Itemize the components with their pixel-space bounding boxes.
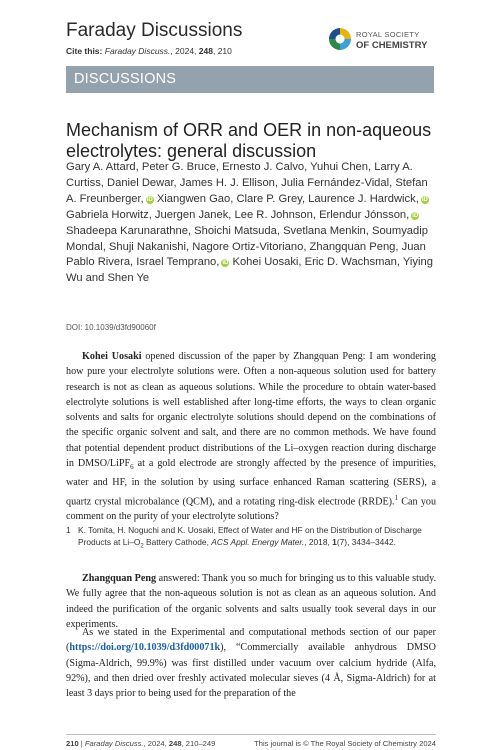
rsc-logo xyxy=(328,27,436,57)
cite-journal: Faraday Discuss. xyxy=(104,46,171,56)
reference-number: 1 xyxy=(66,525,71,535)
article-title: Mechanism of ORR and OER in non-aqueous electrolytes: general discussion xyxy=(66,120,432,162)
doi: DOI: 10.1039/d3fd90060f xyxy=(66,323,156,332)
orcid-icon[interactable]: iD xyxy=(222,260,229,267)
footer-divider xyxy=(66,734,436,735)
rsc-emblem-icon xyxy=(328,27,352,51)
orcid-icon[interactable]: iD xyxy=(146,196,153,203)
speaker-name: Zhangquan Peng xyxy=(82,573,157,584)
orcid-icon[interactable]: iD xyxy=(421,196,428,203)
author-group: Shadeepa Karunarathne, Shoichi Matsuda, Svetlana Menkin, Soumyadip Mondal, Shuji Nakanishi, Nagore Ortiz-Vitoriano, Zhangquan Peng, Juan Pablo Rivera, Israel Temprano, xyxy=(66,224,428,269)
journal-title: Faraday Discussions xyxy=(66,20,243,41)
paper-doi-link[interactable]: https://doi.org/10.1039/d3fd00071k xyxy=(69,642,221,654)
author-group: Gary A. Attard, Peter G. Bruce, Ernesto J. Calvo, Yuhui Chen, Larry A. Curtiss, Daniel Dewar, James H. J. Ellison, Julia Fernández-Vidal, Stefan A. Freunberger, xyxy=(66,161,428,205)
discussion-paragraph: Zhangquan Peng answered: Thank you so much for bringing us to this valuable study. We fully agree that the non-aqueous solution is not as clean as an aqueous solution. And indeed the purification of the organic solvents and salts usually took several days in our experiments. xyxy=(66,573,436,630)
footer-copyright: This journal is © The Royal Society of Chemistry 2024 xyxy=(254,739,436,748)
reference-marker[interactable]: 1 xyxy=(394,493,399,502)
footer-citation: 210 | Faraday Discuss., 2024, 248, 210–249 xyxy=(66,739,216,748)
reference-entry: 1 K. Tomita, H. Noguchi and K. Uosaki, Effect of Water and HF on the Distribution of Discharge Products at $Li-O_2$ Battery Cathode, ACS Appl. Energy Mater., 2018, 1(7), 3434–3442. xyxy=(66,525,422,550)
cite-volume: 248 xyxy=(198,46,213,56)
discussion-paragraph: As we stated in the Experimental and computational methods section of our paper (https://doi.org/10.1039/d3fd00071k), “Commercially available anhydrous DMSO (Sigma-Aldrich, 99.9%) was first distilled under vacuum over calcium hydride (Alfa, 92%), and then dried over freshly activated molecular sieves (4 Å, Sigma-Aldrich) for at least 3 days prior to being used for the preparation of the xyxy=(66,627,436,700)
author-group: Gabriela Horwitz, Juergen Janek, Lee R. Johnson, Erlendur Jónsson, xyxy=(66,208,410,221)
publisher-name-line2: OF CHEMISTRY xyxy=(356,40,428,51)
author-group: Xiangwen Gao, Clare P. Grey, Laurence J. Hardwick, xyxy=(153,192,419,205)
publisher-name-line1: ROYAL SOCIETY xyxy=(356,30,420,39)
section-label: DISCUSSIONS xyxy=(66,66,434,93)
orcid-icon[interactable]: iD xyxy=(412,212,419,219)
author-group: Kohei Uosaki, Eric D. Wachsman, Yiying Wu and Shen Ye xyxy=(66,256,433,285)
discussion-paragraph: Kohei Uosaki opened discussion of the paper by Zhangquan Peng: I am wondering how pure your electrolyte solutions were. Often a non-aqueous solution used for battery research is not as clean as aqueous solutions. While the procedure to obtain water-based electrolyte solutions is well established after long-time efforts, the ways to clean organic solvents and salts for organic electrolyte solutions should depend on the combinations of the specific organic solvent and salt, and there are no common methods. We have found that potential dependent product distributions of the Li–oxygen reaction during discharge in DMSO/LiPF$_6$ at a gold electrode are strongly affected by the presence of impurities, water and HF, in the solution by using surface enhanced Raman scattering (SERS), a quartz crystal microbalance (QCM), and a rotating ring-disk electrode (RRDE).$^1$ Can you comment on the purity of your electrolyte solutions? xyxy=(66,351,437,523)
speaker-name: Kohei Uosaki xyxy=(82,351,142,362)
author-list xyxy=(66,160,438,287)
cite-label: Cite this: xyxy=(66,46,103,56)
citation-line: Cite this: Faraday Discuss., 2024, 248, 210 xyxy=(66,46,232,56)
